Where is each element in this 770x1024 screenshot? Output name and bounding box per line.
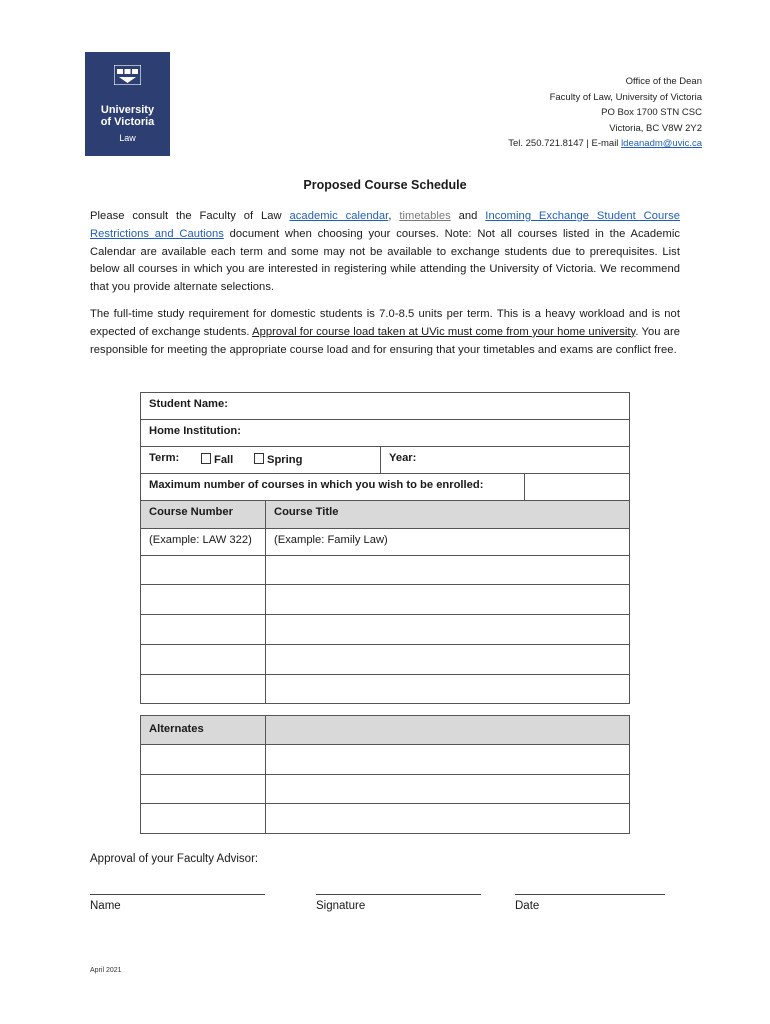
- address-contact: [508, 136, 702, 152]
- course-title-input[interactable]: [265, 555, 630, 585]
- date-caption: Date: [515, 900, 540, 912]
- address-line-1: Office of the Dean: [625, 76, 702, 87]
- term-row: [140, 446, 381, 474]
- spring-checkbox[interactable]: [254, 453, 264, 464]
- telephone-text: Tel. 250.721.8147 | E-mail: [508, 138, 622, 149]
- example-course-number: [140, 528, 266, 556]
- page-title: Proposed Course Schedule: [303, 178, 467, 192]
- text: document when choosing your courses. Note: Not all courses listed in the Academic Calendar are available each term and some may not be available to exchange students due to prerequisites. List below all courses in which you are interested in registering while attending the University of Victoria. We recommend that you provide alternate selections.: [90, 227, 680, 294]
- logo-line-1: University: [100, 104, 155, 116]
- course-title-input[interactable]: [265, 644, 630, 675]
- spring-label: Spring: [267, 454, 303, 466]
- fall-option[interactable]: [201, 453, 233, 466]
- example-title-text: (Example: Family Law): [274, 534, 388, 546]
- alternate-number-input[interactable]: [140, 744, 266, 775]
- course-number-input[interactable]: [140, 555, 266, 585]
- alternate-title-input[interactable]: [265, 744, 630, 775]
- uvic-law-logo: [85, 52, 170, 156]
- approval-note: Approval for course load taken at UVic must come from your home university: [252, 325, 636, 338]
- alternates-header: [140, 715, 266, 745]
- signature-caption: Signature: [316, 900, 366, 912]
- course-title-input[interactable]: [265, 614, 630, 645]
- year-label: Year:: [389, 452, 417, 464]
- timetables-link[interactable]: timetables: [399, 210, 451, 222]
- max-courses-row: [140, 473, 525, 501]
- alternates-header-label: Alternates: [149, 723, 204, 735]
- home-institution-field[interactable]: [140, 419, 630, 447]
- course-title-header: [265, 500, 630, 529]
- course-title-input[interactable]: [265, 674, 630, 704]
- alternate-number-input[interactable]: [140, 774, 266, 804]
- text: The full-time study requirement for domestic students is 7.0-8.5 units per term. This is a heavy workload and is not expected of exchange students.: [90, 308, 680, 338]
- course-number-header: [140, 500, 266, 529]
- address-line-4: Victoria, BC V8W 2Y2: [609, 122, 702, 134]
- name-signature-line[interactable]: [90, 894, 265, 895]
- alternates-header-blank: [265, 715, 630, 745]
- course-number-header-label: Course Number: [149, 506, 233, 518]
- fall-label: Fall: [214, 454, 234, 466]
- student-name-field[interactable]: [140, 392, 630, 420]
- term-label: Term:: [149, 452, 180, 464]
- academic-calendar-link[interactable]: academic calendar: [289, 210, 389, 222]
- revision-date: April 2021: [90, 967, 122, 974]
- fall-checkbox[interactable]: [201, 453, 211, 464]
- course-number-input[interactable]: [140, 584, 266, 615]
- student-name-label: Student Name:: [149, 398, 228, 410]
- signature-line[interactable]: [316, 894, 481, 895]
- alternate-title-input[interactable]: [265, 774, 630, 804]
- date-signature-line[interactable]: [515, 894, 665, 895]
- text: Please consult the Faculty of Law: [90, 210, 290, 222]
- text: . You are responsible for meeting the appropriate course load and for ensuring that your timetables and exams are conflict free.: [90, 325, 680, 356]
- course-number-input[interactable]: [140, 644, 266, 675]
- course-title-header-label: Course Title: [274, 506, 339, 518]
- max-courses-input[interactable]: [524, 473, 630, 501]
- example-course-title: [265, 528, 630, 556]
- office-address: [508, 74, 702, 152]
- address-line-2: Faculty of Law, University of Victoria: [549, 91, 702, 103]
- course-number-input[interactable]: [140, 614, 266, 645]
- alternate-number-input[interactable]: [140, 803, 266, 834]
- study-requirement-paragraph: [90, 306, 680, 359]
- instructions-paragraph: [90, 208, 680, 297]
- example-number-text: (Example: LAW 322): [149, 534, 252, 546]
- course-title-input[interactable]: [265, 584, 630, 615]
- text: and: [450, 210, 486, 222]
- restrictions-link[interactable]: Incoming Exchange Student Course Restrictions and Cautions: [90, 210, 681, 240]
- crest-icon: [114, 65, 141, 85]
- email-link[interactable]: ldeanadm@uvic.ca: [621, 138, 702, 149]
- home-institution-label: Home Institution:: [149, 425, 241, 437]
- approval-heading: Approval of your Faculty Advisor:: [90, 853, 259, 865]
- address-line-3: PO Box 1700 STN CSC: [601, 107, 702, 118]
- logo-line-3: Law: [119, 133, 136, 143]
- text: ,: [388, 210, 400, 222]
- alternate-title-input[interactable]: [265, 803, 630, 834]
- max-courses-label: Maximum number of courses in which you wish to be enrolled:: [149, 479, 484, 491]
- spring-option[interactable]: [254, 453, 302, 466]
- name-caption: Name: [90, 900, 121, 912]
- year-field[interactable]: [380, 446, 630, 474]
- course-number-input[interactable]: [140, 674, 266, 704]
- logo-line-2: of Victoria: [100, 116, 155, 128]
